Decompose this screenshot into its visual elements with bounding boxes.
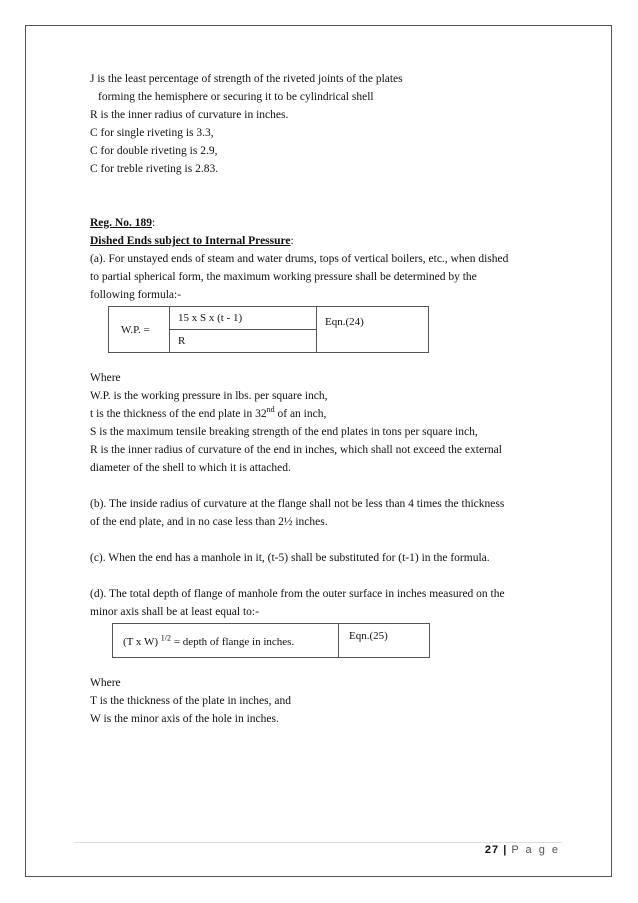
equation-24-table: [108, 306, 429, 353]
intro-line: J is the least percentage of strength of the riveted joints of the plates: [90, 73, 403, 85]
where-label: Where: [90, 372, 121, 384]
page-word: P a g e: [511, 844, 560, 856]
intro-line: forming the hemisphere or securing it to be cylindrical shell: [98, 91, 374, 103]
definition-r: diameter of the shell to which it is attached.: [90, 462, 291, 474]
para-d-line: minor axis shall be at least equal to:-: [90, 606, 259, 618]
para-c: (c). When the end has a manhole in it, (t-5) shall be substituted for (t-1) in the formula.: [90, 552, 490, 564]
definition-wp: W.P. is the working pressure in lbs. per square inch,: [90, 390, 328, 402]
para-b-line: of the end plate, and in no case less than 2½ inches.: [90, 516, 328, 528]
eq24-tag: Eqn.(24): [317, 307, 429, 353]
page-number: 27: [484, 844, 500, 856]
intro-line: C for single riveting is 3.3,: [90, 127, 214, 139]
para-a-line: to partial spherical form, the maximum working pressure shall be determined by the: [90, 271, 477, 283]
eq25-expression: (T x W) $^{1/2}$ = depth of flange in inches.: [113, 624, 339, 658]
para-a-line: following formula:-: [90, 289, 182, 301]
eq24-label: W.P. =: [109, 307, 170, 353]
eq25-tag: Eqn.(25): [339, 624, 430, 658]
reg-number: Reg. No. 189: [90, 217, 152, 229]
definition-T: T is the thickness of the plate in inches, and: [90, 695, 291, 707]
definition-W: W is the minor axis of the hole in inches.: [90, 713, 279, 725]
page-footer: [485, 844, 560, 856]
footer-separator: |: [503, 844, 508, 856]
section-heading: Dished Ends subject to Internal Pressure:: [90, 235, 294, 247]
where-label: Where: [90, 677, 121, 689]
equation-25-table: [112, 623, 430, 658]
eq24-numerator: 15 x S x (t - 1): [170, 307, 317, 330]
para-d-line: (d). The total depth of flange of manhole from the outer surface in inches measured on the: [90, 588, 505, 600]
eq24-denominator: R: [170, 330, 317, 353]
reg-heading: Reg. No. 189:: [90, 217, 156, 229]
definition-t: t is the thickness of the end plate in 32nd of an inch,: [90, 405, 327, 420]
footer-rule: [75, 842, 562, 843]
section-title: Dished Ends subject to Internal Pressure: [90, 235, 291, 247]
intro-line: C for double riveting is 2.9,: [90, 145, 218, 157]
intro-line: C for treble riveting is 2.83.: [90, 163, 219, 175]
para-b-line: (b). The inside radius of curvature at the flange shall not be less than 4 times the thickness: [90, 498, 505, 510]
intro-line: R is the inner radius of curvature in inches.: [90, 109, 289, 121]
para-a-line: (a). For unstayed ends of steam and water drums, tops of vertical boilers, etc., when dished: [90, 253, 509, 265]
document-body: [90, 70, 560, 728]
definition-s: S is the maximum tensile breaking strength of the end plates in tons per square inch,: [90, 426, 478, 438]
definition-r: R is the inner radius of curvature of the end in inches, which shall not exceed the external: [90, 444, 502, 456]
